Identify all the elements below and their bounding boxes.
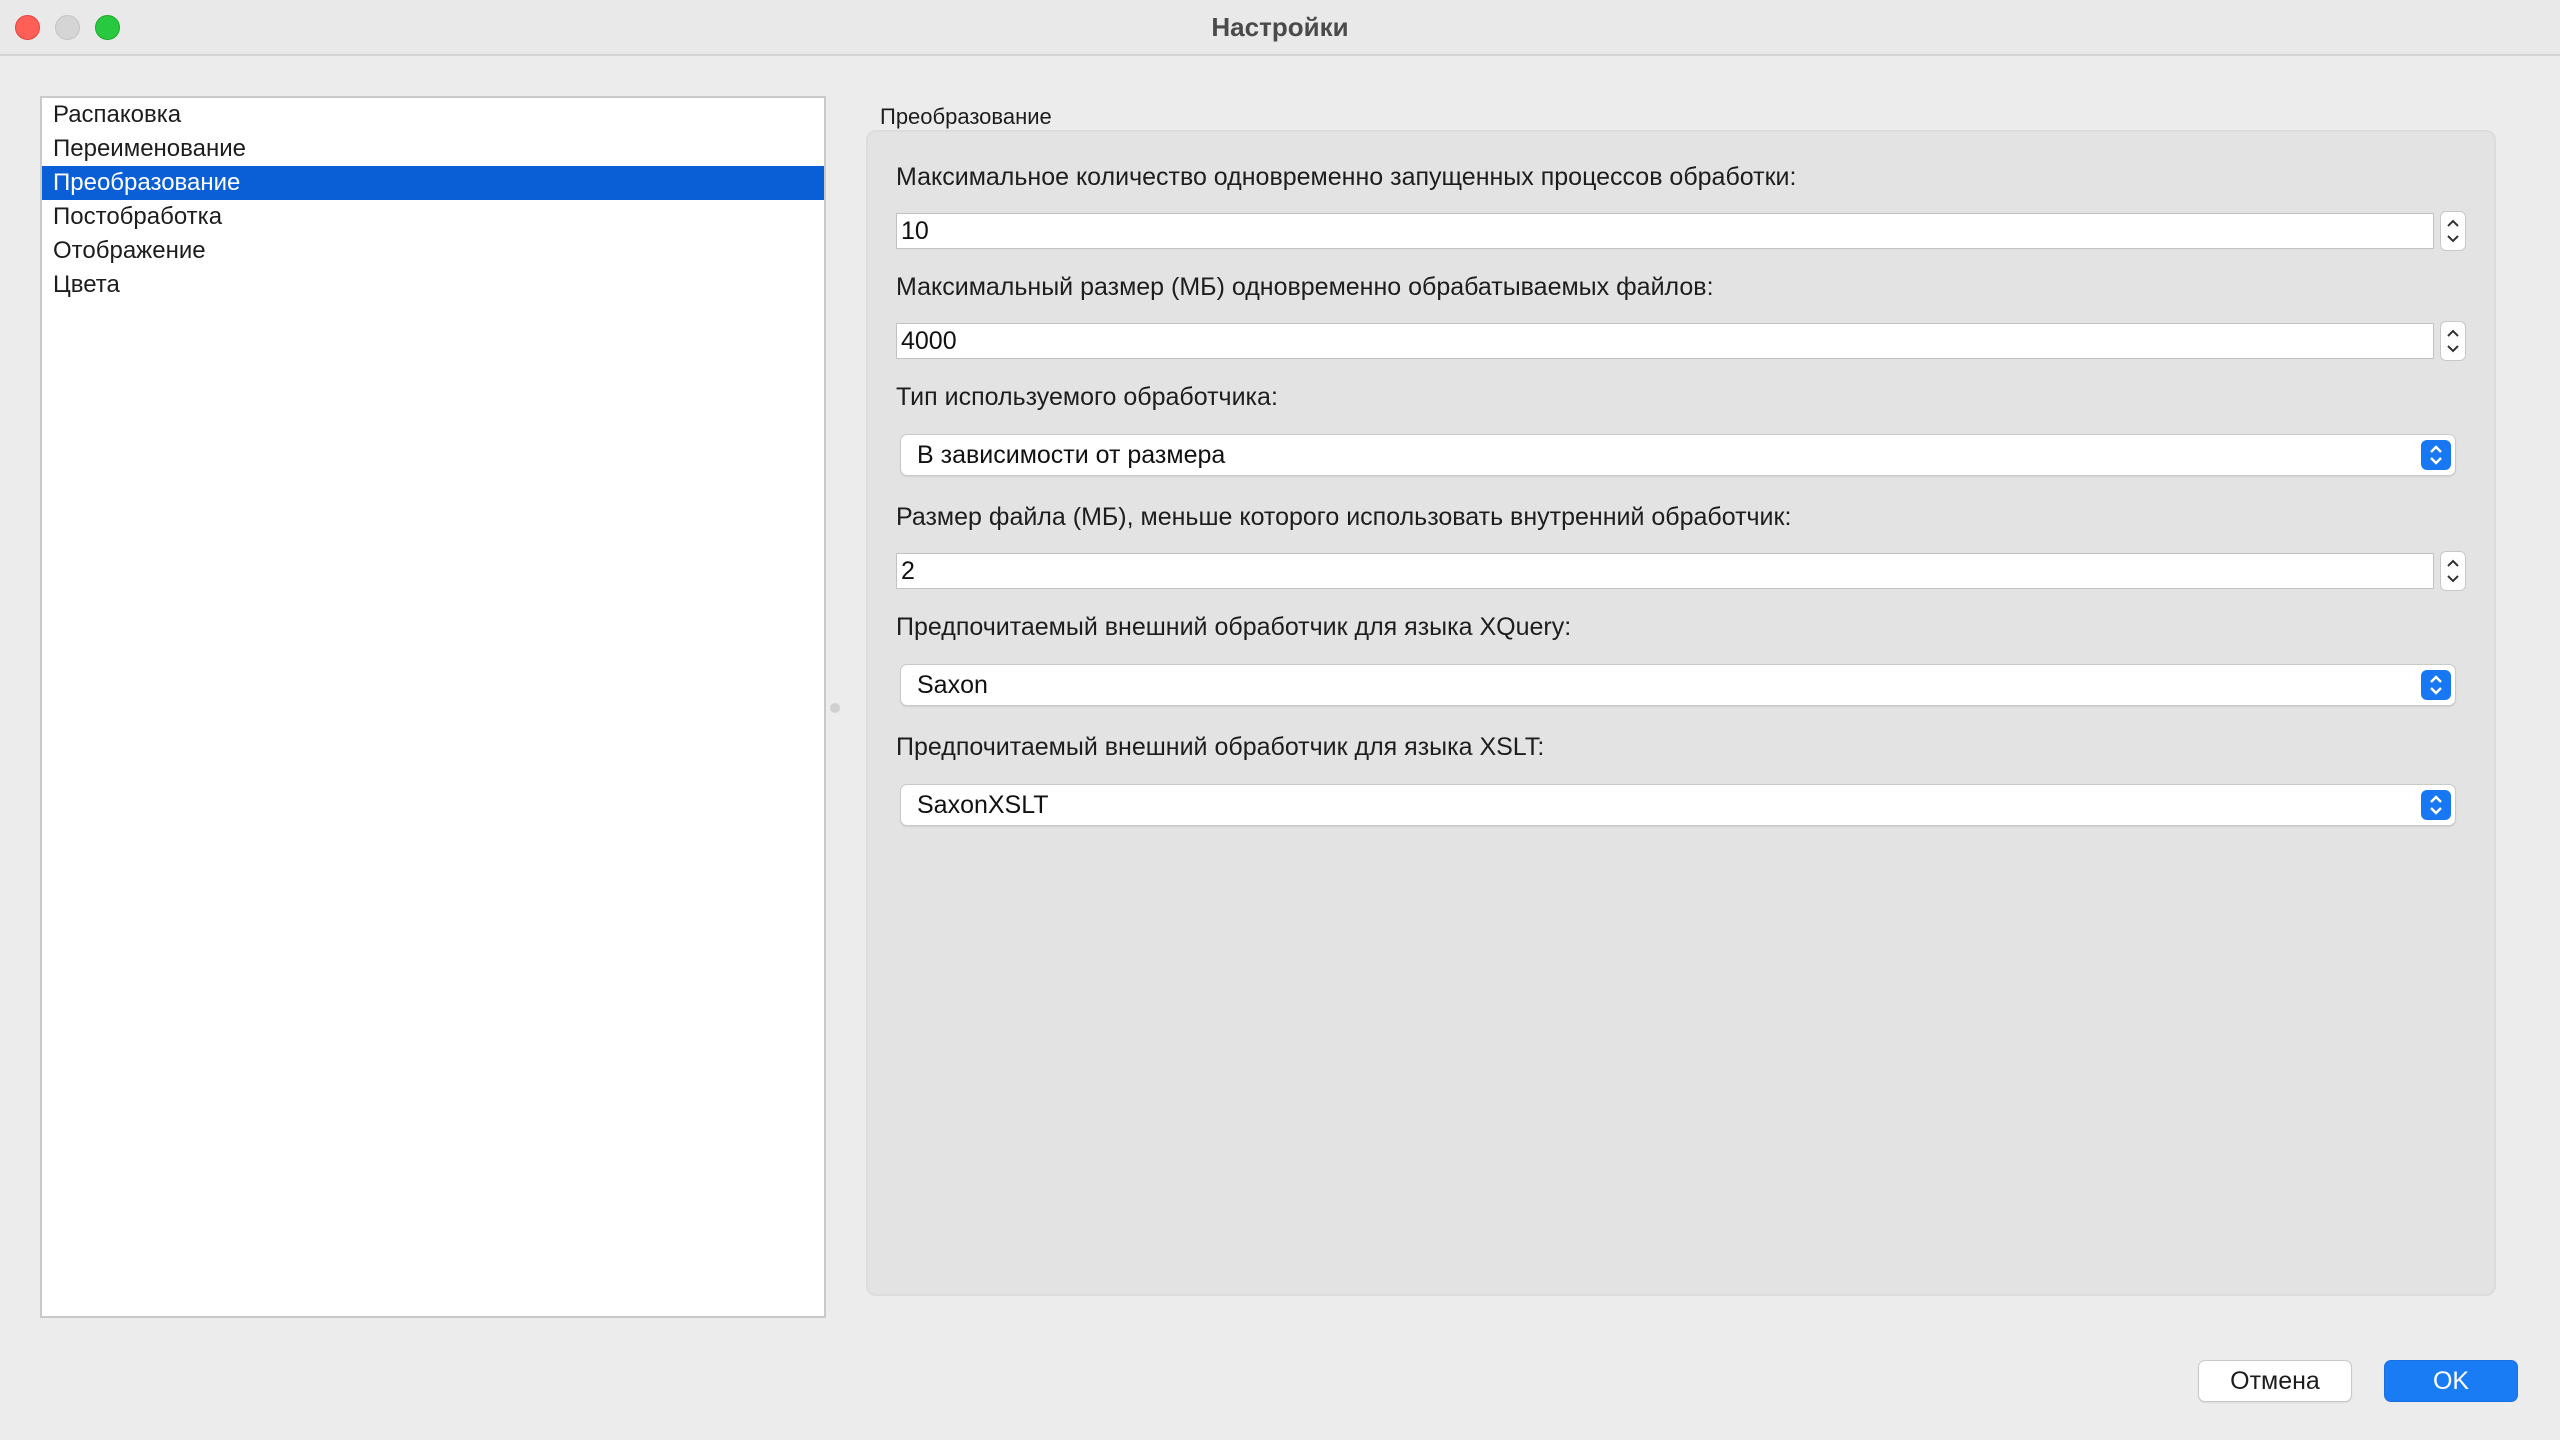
settings-category-list (40, 96, 826, 1318)
sidebar-item-postprocessing[interactable]: Постобработка (53, 203, 223, 230)
max-processes-stepper[interactable] (2440, 211, 2466, 251)
max-processes-label: Максимальное количество одновременно запущенных процессов обработки: (896, 163, 1797, 191)
chevron-up-down-icon (2441, 322, 2465, 360)
select-arrows-icon (2421, 440, 2451, 470)
window-title: Настройки (1211, 12, 1349, 42)
chevron-up-down-icon (2441, 552, 2465, 590)
xquery-processor-select[interactable] (900, 664, 2456, 706)
chevron-up-down-icon (2441, 212, 2465, 250)
processor-type-label: Тип используемого обработчика: (896, 383, 1278, 411)
max-size-stepper[interactable] (2440, 321, 2466, 361)
sidebar-item-colors[interactable]: Цвета (53, 271, 120, 298)
xquery-processor-label: Предпочитаемый внешний обработчик для языка XQuery: (896, 613, 1572, 641)
xslt-processor-value: SaxonXSLT (917, 791, 1049, 819)
processor-type-select[interactable] (900, 434, 2456, 476)
cancel-button[interactable]: Отмена (2198, 1360, 2352, 1402)
splitter-handle[interactable] (830, 703, 840, 713)
internal-threshold-label: Размер файла (МБ), меньше которого использовать внутренний обработчик: (896, 503, 1792, 531)
internal-threshold-stepper[interactable] (2440, 551, 2466, 591)
sidebar-item-display[interactable]: Отображение (53, 237, 206, 264)
select-arrows-icon (2421, 670, 2451, 700)
internal-threshold-input[interactable]: 2 (896, 553, 2434, 589)
max-size-label: Максимальный размер (МБ) одновременно обрабатываемых файлов: (896, 273, 1714, 301)
group-title: Преобразование (880, 104, 1052, 129)
xquery-processor-value: Saxon (917, 671, 988, 699)
xslt-processor-label: Предпочитаемый внешний обработчик для языка XSLT: (896, 733, 1545, 761)
sidebar-item-renaming[interactable]: Переименование (53, 135, 246, 162)
transformation-settings-group (866, 130, 2496, 1296)
max-size-input[interactable]: 4000 (896, 323, 2434, 359)
title-bar (0, 0, 2560, 56)
max-processes-input[interactable]: 10 (896, 213, 2434, 249)
processor-type-value: В зависимости от размера (917, 441, 1226, 469)
select-arrows-icon (2421, 790, 2451, 820)
xslt-processor-select[interactable] (900, 784, 2456, 826)
ok-button[interactable]: OK (2384, 1360, 2518, 1402)
sidebar-item-unpacking[interactable]: Распаковка (53, 101, 182, 128)
sidebar-item-transformation[interactable]: Преобразование (42, 166, 824, 200)
